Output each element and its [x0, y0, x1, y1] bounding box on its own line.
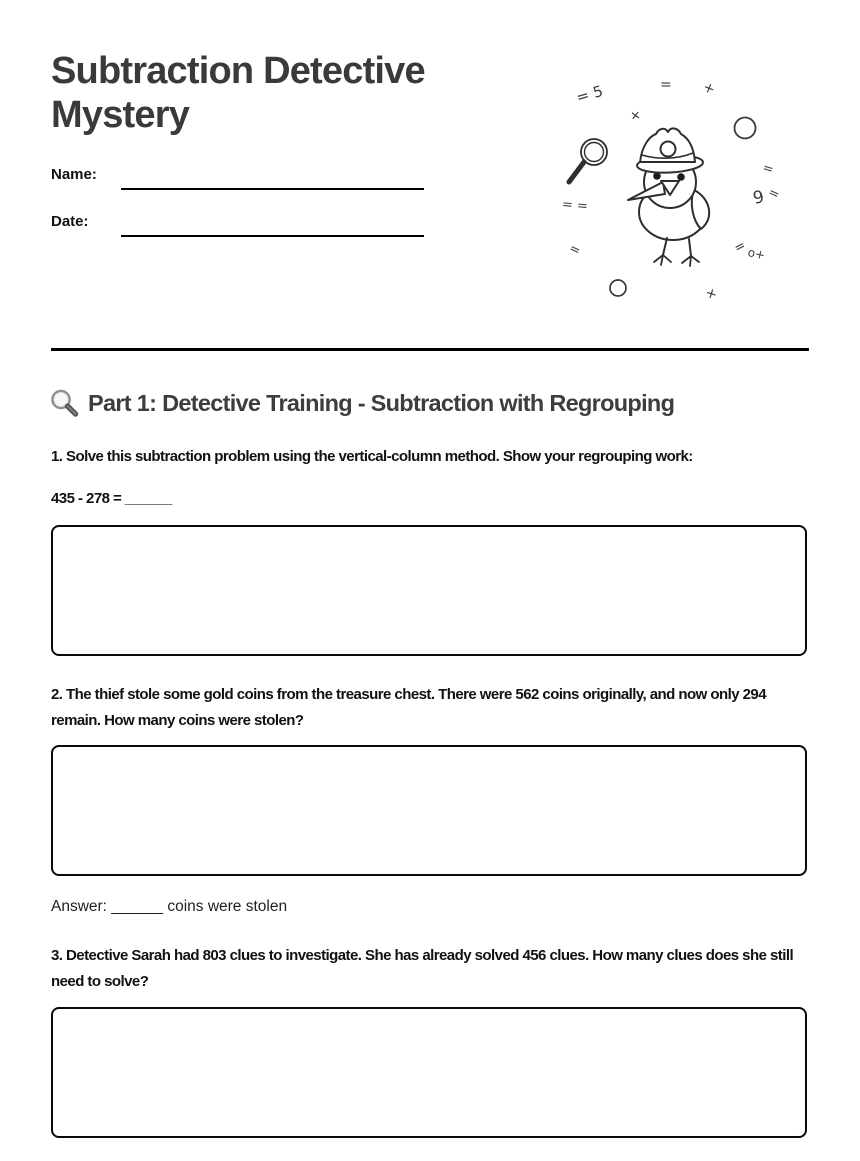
name-label: Name: [51, 166, 97, 183]
circle-doodle [735, 118, 756, 139]
section-divider [51, 348, 809, 351]
hat-badge [661, 142, 676, 157]
detective-bird-svg [552, 52, 814, 304]
work-area-box-3 [51, 1007, 807, 1138]
question-3-prompt: 3. Detective Sarah had 803 clues to investigate. She has already solved 456 clues. How many clues does she still need to solve? [51, 947, 794, 990]
question-1-prompt: 1. Solve this subtraction problem using the vertical-column method. Show your regrouping work: [51, 448, 693, 465]
question-2-prompt: 2. The thief stole some gold coins from the treasure chest. There were 562 coins originally, and now only 294 remain. How many coins were stolen? [51, 686, 766, 729]
question-2-answer-line: Answer: ______ coins were stolen [51, 898, 288, 915]
date-label: Date: [51, 213, 89, 230]
name-field-row [51, 166, 424, 190]
bird-eye-right [677, 173, 685, 181]
math-symbol: = [731, 237, 749, 257]
bird-drawing [628, 128, 709, 266]
question-1-equation: 435 - 278 = ______ [51, 490, 172, 507]
part1-heading-text: Part 1: Detective Training - Subtraction with Regrouping [88, 390, 675, 416]
worksheet-title: Subtraction Detective Mystery [51, 50, 425, 136]
magnifying-glass-icon [49, 388, 80, 419]
name-blank-line [121, 166, 424, 190]
math-symbol: + [625, 105, 645, 126]
detective-bird-illustration [552, 52, 814, 304]
math-symbol: 9 [751, 186, 767, 209]
part1-heading [49, 388, 674, 419]
date-field-row [51, 213, 424, 237]
work-area-box-1 [51, 525, 807, 656]
math-symbol: = 5 [574, 81, 606, 107]
math-symbol: = [566, 240, 583, 260]
work-area-box-2 [51, 745, 807, 876]
math-symbol: = [760, 160, 776, 178]
math-symbol: + [700, 78, 718, 99]
math-symbol: = = [561, 197, 589, 215]
bird-feet [654, 255, 699, 266]
math-symbol: + [703, 284, 720, 304]
math-symbol: = [660, 77, 672, 93]
circle-doodle [610, 280, 626, 296]
magnifier-doodle-icon [569, 139, 607, 182]
date-blank-line [121, 213, 424, 237]
math-symbol: = [765, 184, 782, 204]
math-symbol: o+ [746, 245, 767, 263]
